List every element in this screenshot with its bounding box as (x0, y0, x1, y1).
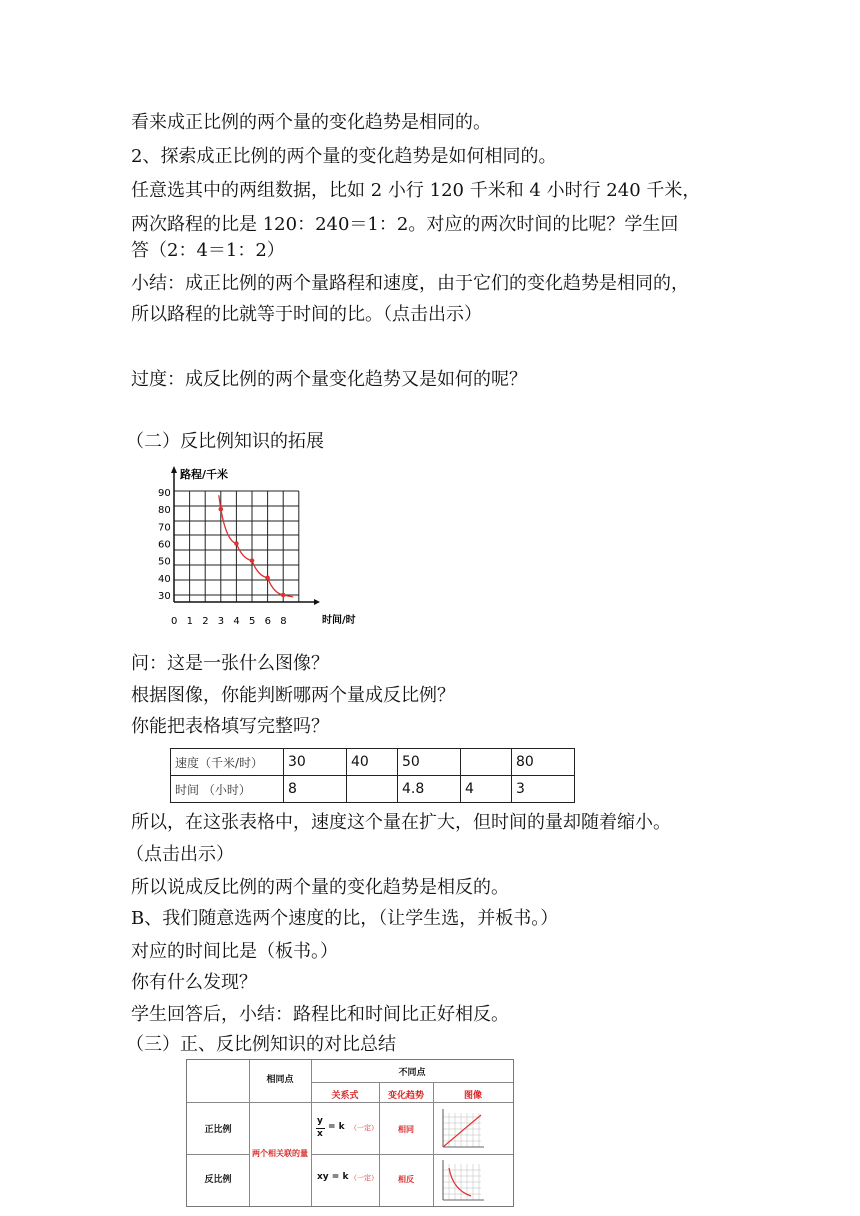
header-relation: 关系式 (331, 1091, 359, 1101)
paragraph-16: B、我们随意选两个速度的比，（让学生选，并板书。） (131, 908, 559, 929)
paragraph-6: 小结：成正比例的两个量路程和速度，由于它们的变化趋势是相同的， (131, 273, 689, 294)
section-heading-2: （二）反比例知识的拓展 (126, 431, 324, 452)
paragraph-1: 看来成正比例的两个量的变化趋势是相同的。 (131, 112, 491, 133)
inverse-proportion-chart (150, 462, 380, 632)
chart-data-point (250, 558, 255, 563)
chart-series-curve (219, 495, 293, 597)
table-cell: 50 (398, 749, 461, 776)
table-cell: 4 (461, 776, 512, 803)
inverse-mini-graph (437, 1156, 487, 1204)
paragraph-5: 答（2：4＝1：2） (131, 240, 285, 261)
chart-x-tick-label: 5 (249, 616, 256, 627)
chart-x-tick-label: 1 (186, 616, 193, 627)
chart-y-tick-label: 70 (158, 522, 171, 534)
paragraph-18: 你有什么发现？ (131, 972, 257, 993)
paragraph-2: 2、探索成正比例的两个量的变化趋势是如何相同的。 (131, 146, 557, 167)
table-cell: 8 (284, 776, 347, 803)
paragraph-13: 所以，在这张表格中，速度这个量在扩大，但时间的量却随着缩小。 (131, 812, 671, 833)
chart-x-tick-label: 6 (264, 616, 271, 627)
chart-y-tick-label: 80 (158, 505, 171, 517)
chart-ylabel: 路程/千米 (180, 468, 229, 481)
direct-mini-graph (437, 1105, 487, 1151)
header-different: 不同点 (398, 1068, 426, 1078)
chart-y-tick-label: 50 (158, 556, 171, 568)
inverse-formula-note: （一定） (350, 1174, 378, 1182)
table-cell: 40 (347, 749, 398, 776)
paragraph-17: 对应的时间比是（板书。） (131, 941, 338, 962)
table-cell (461, 749, 512, 776)
comparison-summary-table (186, 1059, 514, 1207)
table-cell: 30 (284, 749, 347, 776)
section-heading-3: （三）正、反比例知识的对比总结 (126, 1034, 396, 1055)
speed-time-table (170, 748, 575, 803)
paragraph-3: 任意选其中的两组数据，比如 2 小行 120 千米和 4 小时行 240 千米， (131, 180, 701, 201)
paragraph-19: 学生回答后，小结：路程比和时间比正好相反。 (131, 1004, 509, 1025)
formula-constant-note: （一定） (350, 1124, 378, 1132)
chart-x-tick-label: 4 (233, 616, 240, 627)
paragraph-11: 根据图像，你能判断哪两个量成反比例？ (131, 685, 455, 706)
table-row (171, 749, 575, 776)
chart-y-tick-label: 90 (158, 488, 171, 499)
same-value: 两个相关联的量 (252, 1149, 308, 1158)
formula-numerator: y (317, 1116, 323, 1126)
chart-y-tick-label: 40 (158, 573, 171, 585)
chart-x-tick-label: 2 (202, 616, 209, 627)
chart-x-tick-label: 8 (280, 616, 287, 627)
formula-equals-k: = k (328, 1122, 345, 1132)
chart-data-point (234, 541, 239, 546)
chart-x-arrow (314, 599, 320, 605)
paragraph-10: 问：这是一张什么图像？ (131, 653, 329, 674)
inverse-formula: xy = k (317, 1172, 349, 1182)
row-label-time: 时间 （小时） (171, 776, 284, 803)
header-same: 相同点 (266, 1075, 294, 1085)
row-label-speed: 速度（千米/时） (171, 749, 284, 776)
table-cell: 80 (512, 749, 575, 776)
formula-denominator: x (317, 1129, 323, 1139)
trend-opposite: 相反 (398, 1175, 414, 1184)
chart-series-line (219, 495, 293, 597)
table-cell: 3 (512, 776, 575, 803)
header-trend: 变化趋势 (387, 1091, 424, 1101)
chart-data-point (265, 576, 270, 581)
table-cell: 4.8 (398, 776, 461, 803)
paragraph-15: 所以说成反比例的两个量的变化趋势是相反的。 (131, 877, 509, 898)
paragraph-14: （点击出示） (126, 844, 234, 865)
table-row (171, 776, 575, 803)
row-label-direct: 正比例 (204, 1125, 232, 1135)
trend-same: 相同 (398, 1125, 414, 1134)
chart-x-tick-label: 3 (217, 616, 225, 627)
chart-data-point (219, 507, 224, 512)
chart-y-tick-label: 30 (158, 591, 171, 602)
chart-grid (174, 491, 299, 602)
paragraph-7: 所以路程的比就等于时间的比。（点击出示） (131, 304, 482, 325)
chart-x-tick-label: 0 (171, 616, 178, 627)
paragraph-12: 你能把表格填写完整吗？ (131, 716, 329, 737)
chart-xlabel: 时间/时 (322, 615, 356, 626)
chart-y-tick-label: 60 (158, 539, 171, 551)
chart-y-arrow (171, 466, 177, 473)
header-graph: 图像 (463, 1091, 482, 1101)
row-label-inverse: 反比例 (204, 1175, 232, 1185)
chart-data-point (281, 593, 286, 598)
paragraph-8: 过度：成反比例的两个量变化趋势又是如何的呢？ (131, 369, 527, 390)
paragraph-4: 两次路程的比是 120：240＝1：2。对应的两次时间的比呢？学生回 (131, 214, 679, 235)
table-cell (347, 776, 398, 803)
direct-formula (315, 1114, 379, 1144)
